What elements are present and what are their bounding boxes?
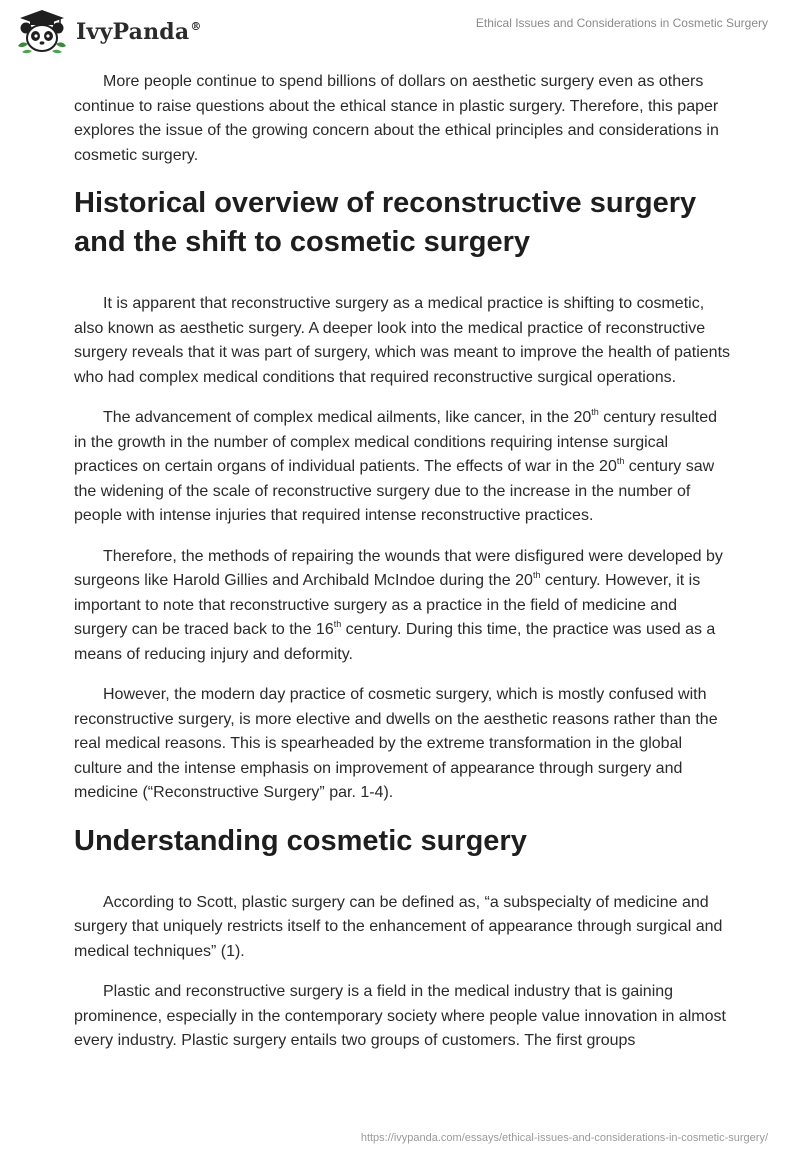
document-title: Ethical Issues and Considerations in Cosmetic Surgery <box>475 16 768 30</box>
paragraph-modern-cosmetic: However, the modern day practice of cosmetic surgery, which is mostly confused with reconstructive surgery, is more elective and dwells on the aesthetic reasons rather than the real medical reasons. This is spearheaded by the extreme transformation in the global culture and the intense emphasis on improvement of appearance through surgery and medicine (“Reconstructive Surgery” par. 1-4). <box>74 686 718 801</box>
ivypanda-logo[interactable] <box>14 8 202 56</box>
registered-mark: ® <box>190 20 202 33</box>
paragraph-20th-century-advancement: The advancement of complex medical ailments, like cancer, in the 20th century resulted in the growth in the number of complex medical conditions requiring intense surgical practices on certain organs of individual patients. The effects of war in the 20th century saw the widening of the scale of reconstructive surgery due to the increase in the number of people with intense injuries that required intense reconstructive practices. <box>74 407 718 524</box>
paragraph-intro: More people continue to spend billions of dollars on aesthetic surgery even as others continue to raise questions about the ethical stance in plastic surgery. Therefore, this paper explores the issue of the growing concern about the ethical principles and considerations in cosmetic surgery. <box>74 73 719 164</box>
brand-name: IvyPanda® <box>76 19 202 45</box>
heading-historical-overview: Historical overview of reconstructive surgery and the shift to cosmetic surgery <box>74 187 697 258</box>
paragraph-definition: According to Scott, plastic surgery can be defined as, “a subspecialty of medicine and surgery that uniquely restricts itself to the enhancement of appearance through surgical and medical techniques” (1). <box>74 893 723 960</box>
page-header <box>0 0 800 64</box>
essay-body <box>74 70 730 1070</box>
source-url[interactable]: https://ivypanda.com/essays/ethical-issues-and-considerations-in-cosmetic-surgery/ <box>360 1132 768 1144</box>
paragraph-reconstructive-shift: It is apparent that reconstructive surgery as a medical practice is shifting to cosmetic, also known as aesthetic surgery. A deeper look into the medical practice of reconstructive surgery reveals that it was part of surgery, which was meant to improve the health of patients who had complex medical conditions that required reconstructive surgical operations. <box>74 295 731 386</box>
panda-graduation-cap-icon <box>14 8 70 56</box>
paragraph-plastic-reconstructive: Plastic and reconstructive surgery is a field in the medical industry that is gaining prominence, especially in the contemporary society where people value innovation in almost every industry. Plastic surgery entails two groups of customers. The first groups <box>74 983 726 1049</box>
heading-understanding-cosmetic: Understanding cosmetic surgery <box>74 824 527 857</box>
paragraph-wound-repair-methods: Therefore, the methods of repairing the wounds that were disfigured were developed by surgeons like Harold Gillies and Archibald McIndoe during the 20th century. However, it is important to note that reconstructive surgery as a practice in the field of medicine and surgery can be traced back to the 16th century. During this time, the practice was used as a means of reducing injury and deformity. <box>74 547 723 663</box>
